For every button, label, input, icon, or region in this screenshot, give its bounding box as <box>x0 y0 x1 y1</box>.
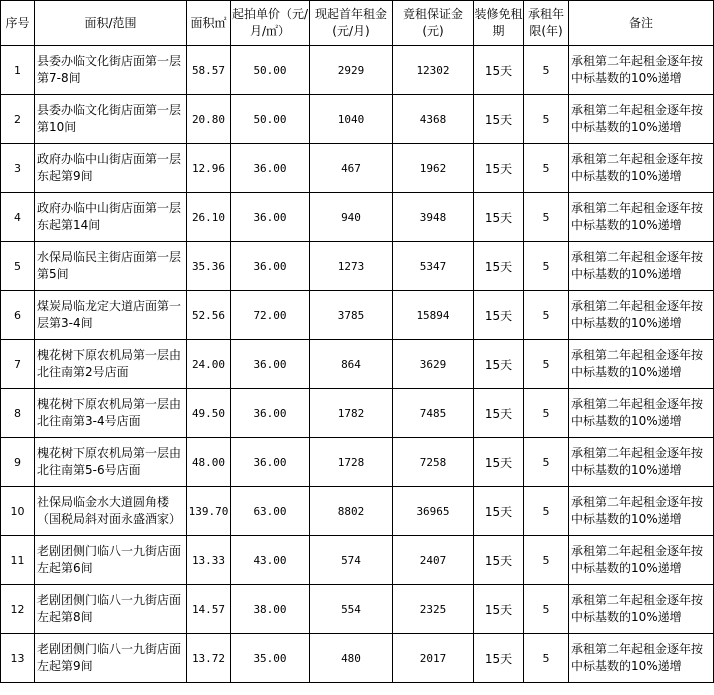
cell-free-period: 15天 <box>474 634 524 683</box>
cell-area: 24.00 <box>187 340 231 389</box>
cell-free-period: 15天 <box>474 291 524 340</box>
cell-term: 5 <box>524 536 569 585</box>
cell-first-rent: 1782 <box>310 389 393 438</box>
cell-note: 承租第二年起租金逐年按中标基数的10%递增 <box>569 144 714 193</box>
cell-unit-price: 50.00 <box>231 95 310 144</box>
cell-no: 2 <box>1 95 35 144</box>
cell-unit-price: 63.00 <box>231 487 310 536</box>
cell-no: 11 <box>1 536 35 585</box>
cell-no: 4 <box>1 193 35 242</box>
cell-location: 槐花树下原农机局第一层由北往南第5-6号店面 <box>35 438 187 487</box>
header-deposit: 竟租保证金(元) <box>393 1 474 46</box>
cell-unit-price: 50.00 <box>231 46 310 95</box>
table-row <box>1 585 714 634</box>
table-row <box>1 144 714 193</box>
cell-no: 12 <box>1 585 35 634</box>
cell-deposit: 2407 <box>393 536 474 585</box>
cell-note: 承租第二年起租金逐年按中标基数的10%递增 <box>569 95 714 144</box>
cell-note: 承租第二年起租金逐年按中标基数的10%递增 <box>569 438 714 487</box>
cell-deposit: 2325 <box>393 585 474 634</box>
cell-no: 8 <box>1 389 35 438</box>
cell-unit-price: 43.00 <box>231 536 310 585</box>
cell-deposit: 12302 <box>393 46 474 95</box>
cell-term: 5 <box>524 389 569 438</box>
cell-term: 5 <box>524 46 569 95</box>
cell-area: 139.70 <box>187 487 231 536</box>
cell-location: 政府办临中山街店面第一层东起第9间 <box>35 144 187 193</box>
cell-free-period: 15天 <box>474 46 524 95</box>
cell-deposit: 36965 <box>393 487 474 536</box>
cell-note: 承租第二年起租金逐年按中标基数的10%递增 <box>569 193 714 242</box>
table-row <box>1 487 714 536</box>
cell-area: 20.80 <box>187 95 231 144</box>
header-free-period: 装修免租期 <box>474 1 524 46</box>
cell-deposit: 5347 <box>393 242 474 291</box>
cell-deposit: 3629 <box>393 340 474 389</box>
cell-no: 3 <box>1 144 35 193</box>
cell-location: 槐花树下原农机局第一层由北往南第3-4号店面 <box>35 389 187 438</box>
header-area: 面积㎡ <box>187 1 231 46</box>
cell-deposit: 1962 <box>393 144 474 193</box>
header-note: 备注 <box>569 1 714 46</box>
cell-location: 县委办临文化街店面第一层第7-8间 <box>35 46 187 95</box>
cell-first-rent: 554 <box>310 585 393 634</box>
cell-term: 5 <box>524 144 569 193</box>
cell-first-rent: 480 <box>310 634 393 683</box>
header-term: 承租年限(年) <box>524 1 569 46</box>
cell-area: 52.56 <box>187 291 231 340</box>
cell-term: 5 <box>524 340 569 389</box>
cell-first-rent: 2929 <box>310 46 393 95</box>
cell-first-rent: 574 <box>310 536 393 585</box>
cell-area: 12.96 <box>187 144 231 193</box>
cell-location: 政府办临中山街店面第一层东起第14间 <box>35 193 187 242</box>
cell-note: 承租第二年起租金逐年按中标基数的10%递增 <box>569 340 714 389</box>
cell-area: 49.50 <box>187 389 231 438</box>
header-row <box>1 1 714 46</box>
table-row <box>1 242 714 291</box>
table-row <box>1 193 714 242</box>
table-row <box>1 291 714 340</box>
cell-term: 5 <box>524 242 569 291</box>
cell-location: 槐花树下原农机局第一层由北往南第2号店面 <box>35 340 187 389</box>
cell-location: 老剧团侧门临八一九街店面左起第9间 <box>35 634 187 683</box>
cell-free-period: 15天 <box>474 193 524 242</box>
cell-free-period: 15天 <box>474 242 524 291</box>
cell-area: 14.57 <box>187 585 231 634</box>
cell-note: 承租第二年起租金逐年按中标基数的10%递增 <box>569 389 714 438</box>
cell-note: 承租第二年起租金逐年按中标基数的10%递增 <box>569 242 714 291</box>
cell-free-period: 15天 <box>474 585 524 634</box>
cell-no: 7 <box>1 340 35 389</box>
cell-area: 13.72 <box>187 634 231 683</box>
cell-free-period: 15天 <box>474 340 524 389</box>
cell-unit-price: 36.00 <box>231 242 310 291</box>
cell-area: 13.33 <box>187 536 231 585</box>
cell-note: 承租第二年起租金逐年按中标基数的10%递增 <box>569 46 714 95</box>
table-row <box>1 438 714 487</box>
cell-area: 35.36 <box>187 242 231 291</box>
table-row <box>1 634 714 683</box>
cell-deposit: 7258 <box>393 438 474 487</box>
cell-term: 5 <box>524 193 569 242</box>
header-first-rent: 现起首年租金(元/月) <box>310 1 393 46</box>
cell-first-rent: 3785 <box>310 291 393 340</box>
cell-area: 26.10 <box>187 193 231 242</box>
cell-deposit: 2017 <box>393 634 474 683</box>
cell-location: 老剧团侧门临八一九街店面左起第8间 <box>35 585 187 634</box>
cell-area: 48.00 <box>187 438 231 487</box>
cell-free-period: 15天 <box>474 438 524 487</box>
cell-note: 承租第二年起租金逐年按中标基数的10%递增 <box>569 291 714 340</box>
cell-unit-price: 72.00 <box>231 291 310 340</box>
cell-term: 5 <box>524 291 569 340</box>
cell-first-rent: 467 <box>310 144 393 193</box>
cell-location: 水保局临民主街店面第一层第5间 <box>35 242 187 291</box>
cell-no: 13 <box>1 634 35 683</box>
table-row <box>1 46 714 95</box>
cell-first-rent: 1273 <box>310 242 393 291</box>
cell-no: 10 <box>1 487 35 536</box>
cell-free-period: 15天 <box>474 95 524 144</box>
cell-deposit: 15894 <box>393 291 474 340</box>
cell-unit-price: 36.00 <box>231 438 310 487</box>
header-unit-price: 起拍单价（元/月/㎡） <box>231 1 310 46</box>
cell-first-rent: 1728 <box>310 438 393 487</box>
cell-term: 5 <box>524 585 569 634</box>
table-row <box>1 536 714 585</box>
cell-no: 6 <box>1 291 35 340</box>
cell-first-rent: 1040 <box>310 95 393 144</box>
cell-deposit: 3948 <box>393 193 474 242</box>
cell-term: 5 <box>524 487 569 536</box>
cell-note: 承租第二年起租金逐年按中标基数的10%递增 <box>569 585 714 634</box>
cell-first-rent: 864 <box>310 340 393 389</box>
table-row <box>1 340 714 389</box>
cell-free-period: 15天 <box>474 144 524 193</box>
cell-unit-price: 36.00 <box>231 389 310 438</box>
cell-no: 9 <box>1 438 35 487</box>
cell-term: 5 <box>524 438 569 487</box>
header-location: 面积/范围 <box>35 1 187 46</box>
cell-first-rent: 940 <box>310 193 393 242</box>
cell-free-period: 15天 <box>474 389 524 438</box>
cell-location: 老剧团侧门临八一九街店面左起第6间 <box>35 536 187 585</box>
table-row <box>1 389 714 438</box>
cell-location: 县委办临文化街店面第一层第10间 <box>35 95 187 144</box>
cell-no: 1 <box>1 46 35 95</box>
cell-first-rent: 8802 <box>310 487 393 536</box>
cell-deposit: 4368 <box>393 95 474 144</box>
cell-note: 承租第二年起租金逐年按中标基数的10%递增 <box>569 634 714 683</box>
table-row <box>1 95 714 144</box>
cell-location: 社保局临金水大道圆角楼（国税局斜对面永盛酒家） <box>35 487 187 536</box>
cell-note: 承租第二年起租金逐年按中标基数的10%递增 <box>569 536 714 585</box>
header-no: 序号 <box>1 1 35 46</box>
cell-free-period: 15天 <box>474 487 524 536</box>
cell-note: 承租第二年起租金逐年按中标基数的10%递增 <box>569 487 714 536</box>
cell-free-period: 15天 <box>474 536 524 585</box>
cell-unit-price: 36.00 <box>231 193 310 242</box>
cell-location: 煤炭局临龙定大道店面第一层第3-4间 <box>35 291 187 340</box>
cell-term: 5 <box>524 95 569 144</box>
cell-unit-price: 38.00 <box>231 585 310 634</box>
cell-term: 5 <box>524 634 569 683</box>
cell-unit-price: 36.00 <box>231 340 310 389</box>
cell-area: 58.57 <box>187 46 231 95</box>
cell-deposit: 7485 <box>393 389 474 438</box>
cell-unit-price: 35.00 <box>231 634 310 683</box>
cell-no: 5 <box>1 242 35 291</box>
cell-unit-price: 36.00 <box>231 144 310 193</box>
